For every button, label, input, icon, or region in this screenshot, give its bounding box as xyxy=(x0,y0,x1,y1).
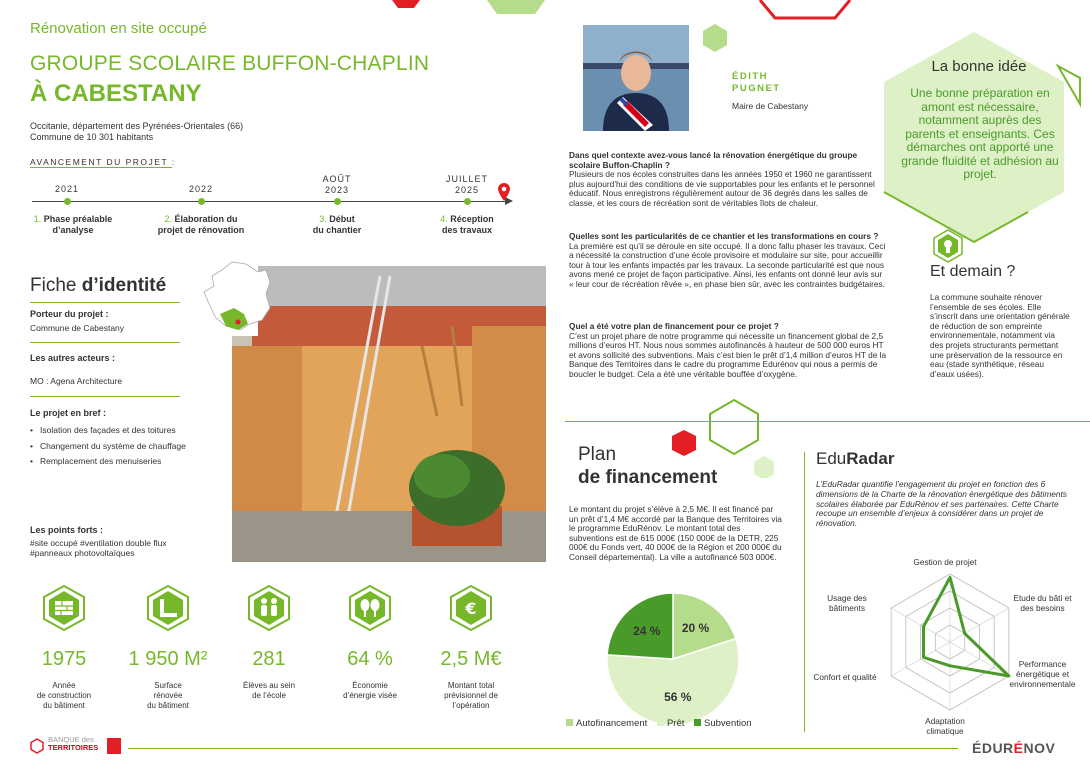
idea-title: La bonne idée xyxy=(931,58,1027,75)
pie-legend xyxy=(566,718,752,729)
children-icon xyxy=(247,585,291,631)
legend-swatch xyxy=(657,719,664,726)
list-item: • Isolation des façades et des toitures xyxy=(30,423,186,439)
step-label: d’analyse xyxy=(52,225,94,235)
timeline-axis xyxy=(32,201,510,202)
radar-axis-label-line: climatique xyxy=(926,726,964,736)
stat-label xyxy=(9,681,119,711)
banque-territoires-hex-logo-icon xyxy=(30,738,44,754)
stat-value: 1 950 M² xyxy=(128,648,208,670)
logo-part: NOV xyxy=(1023,740,1056,756)
stat-label-line: Année xyxy=(52,681,76,690)
radar-title xyxy=(816,449,894,469)
bref-label: Le projet en bref : xyxy=(30,408,107,418)
timeline-label: AVANCEMENT DU PROJET : xyxy=(30,157,176,167)
lightbulb-icon xyxy=(930,228,966,264)
stat-label-line: de l’école xyxy=(252,691,286,700)
radar-description: L’EduRadar quantifie l’engagement du projet en fonction des 6 dimensions de la Charte de la rénovation énergétique des bâtiments scolaires élaborée par EduRénov et ses partenaires. Cette Charte recoupe un ensemble d’enjeux à considérer dans un projet de rénovation. xyxy=(816,479,1067,529)
forts-value xyxy=(30,538,167,558)
radar-axis-label-line: Usage des xyxy=(827,593,867,603)
financement-text: Le montant du projet s’élève à 2,5 M€. Il est financé par un prêt d’1,4 M€ accordé par la Banque des Territoires via le programme EduRénov. Le montant total des subventions est de 615 000€ (150 000€ de la DETR, 225 000€ du Fonds vert, 40 000€ de la Région et 200 000€ du Conseil départemental). La ville a autofinancé 503 000€. xyxy=(569,504,782,562)
bref-list xyxy=(30,423,186,470)
forts-line: #site occupé #ventilation double flux xyxy=(30,538,167,548)
mayor-first-name: ÉDITH xyxy=(732,71,768,82)
step-label: Réception xyxy=(450,214,494,224)
step-label: des travaux xyxy=(441,225,493,235)
interview-question: Quelles sont les particularités de ce chantier et les transformations en cours ? xyxy=(569,231,879,241)
radar-axis-label-line: Gestion de projet xyxy=(913,557,977,567)
edu-radar-chart xyxy=(875,560,1025,720)
caisse-depots-logo-icon xyxy=(107,738,121,754)
step-number: 4. xyxy=(440,214,448,224)
radar-axis-label-line: bâtiments xyxy=(829,603,865,613)
pie-data-label: 20 % xyxy=(681,621,710,636)
pie-data-label: 56 % xyxy=(664,689,692,704)
identity-title-bold: d’identité xyxy=(81,275,167,296)
identity-title xyxy=(30,275,166,297)
radar-title-bold: Radar xyxy=(846,449,895,468)
radar-axis-label-line: des besoins xyxy=(1020,603,1065,613)
interview-answer: Plusieurs de nos écoles construites dans les années 1950 et 1960 ne garantissent plus aujourd’hui des conditions de vie supportables pour les enfants et le personnel éducatif. Nous enregistrons régulièrement autour de 36 degrés dans les salles de classe, et les cours de récréation sont de véritables îlots de chaleur. xyxy=(569,169,875,208)
radar-axis-label-line: environnementale xyxy=(1009,679,1076,689)
divider xyxy=(804,452,805,732)
stat-label-line: Économie xyxy=(352,681,388,690)
mayor-name xyxy=(732,71,781,95)
interview-answer: La première est qu’il se déroule en site occupé. Il a donc fallu phaser les travaux. Ceci a nécessité la construction d’une école provisoire et modulaire sur site, pour accueillir tour à tour les enfants impactés par les travaux. La seconde particularité est que nous avons mené ce projet de façon participative. Ainsi, les enfants ont donné leur avis sur « leur cour de récréation rêvée », en phase bien sûr, avec les contraintes budgétaires. xyxy=(569,240,886,289)
stat-value: 281 xyxy=(252,648,286,670)
stat-value: 2,5 M€ xyxy=(440,648,502,670)
timeline-step xyxy=(18,214,128,236)
interview-answer: C’est un projet phare de notre programme qui nécessite un financement global de 2,5 millions d’euros HT. Nous nous sommes autofinancés à hauteur de 500 000 euros HT et avons sollicité des subventions. Mais c’est bien le prêt d’1,4 million d’euros HT de la Banque des Territoires dans le cadre du programme Edurénov qui nous a permis de boucler le budget. Cela a été une véritable bouffée d’oxygène. xyxy=(569,330,887,379)
financement-title-line2: de financement xyxy=(578,467,718,488)
interview-question: Dans quel contexte avez-vous lancé la rénovation énergétique du groupe scolaire Buffon-Chaplin ? xyxy=(569,150,858,170)
divider xyxy=(30,342,180,343)
banque-territoires-logo xyxy=(48,736,98,752)
step-number: 2. xyxy=(164,214,172,224)
list-item: • Changement du système de chauffage xyxy=(30,439,186,455)
bdt-line: TERRITOIRES xyxy=(48,743,99,752)
timeline-label-underline xyxy=(30,167,172,168)
timeline-year: 2021 xyxy=(54,184,80,194)
stat-value: 1975 xyxy=(41,648,87,670)
timeline-year xyxy=(302,174,372,196)
divider xyxy=(772,421,1090,422)
edurenov-logo xyxy=(972,740,1055,756)
acteurs-value: MO : Agena Architecture xyxy=(30,376,123,386)
timeline-step xyxy=(412,214,522,236)
stat-label xyxy=(113,681,223,711)
radar-axis-label xyxy=(800,672,890,682)
porteur-label: Porteur du projet : xyxy=(30,309,109,319)
interview-block-1 xyxy=(569,151,889,209)
timeline-step xyxy=(146,214,256,236)
stat-label-line: rénovée xyxy=(153,691,183,700)
year-value: 2025 xyxy=(454,185,480,195)
pie-data-label: 24 % xyxy=(633,624,661,639)
brick-wall-icon xyxy=(42,585,86,631)
stat-label-line: l’opération xyxy=(452,701,490,710)
radar-axis-label-line: Confort et qualité xyxy=(813,672,877,682)
euro-icon xyxy=(449,585,493,631)
interview-question: Quel a été votre plan de financement pour ce projet ? xyxy=(569,321,779,331)
interview-block-3 xyxy=(569,322,889,380)
mayor-last-name: PUGNET xyxy=(732,83,781,94)
radar-axis-label xyxy=(895,557,995,567)
footer-divider xyxy=(128,748,958,749)
timeline-year xyxy=(432,174,502,196)
timeline-dot xyxy=(464,198,471,205)
step-number: 3. xyxy=(319,214,327,224)
legend-swatch xyxy=(566,719,573,726)
list-item: • Remplacement des menuiseries xyxy=(30,454,186,470)
demain-text: La commune souhaite rénover l’ensemble de ses écoles. Elle s’inscrit dans une orientation générale de réduction de son empreinte environnementale, notamment via des projets structurants permettant une préservation de la ressource en eau (stade synthétique, réseau d’eaux usées). xyxy=(930,292,1070,379)
step-label: Début xyxy=(329,214,355,224)
radar-axis-label-line: énergétique et xyxy=(1015,669,1070,679)
timeline-dot xyxy=(64,198,71,205)
decorative-hexagons-mid xyxy=(660,398,780,478)
divider xyxy=(30,302,180,303)
idea-text: Une bonne préparation en amont est nécessaire, notamment auprès des parents et enseignants. Ces démarches ont apporté une grande fluidité et adhésion au projet. xyxy=(901,86,1059,181)
region-info xyxy=(30,121,243,143)
france-map xyxy=(200,258,280,338)
acteurs-label: Les autres acteurs : xyxy=(30,353,116,363)
radar-axis-label xyxy=(995,593,1090,613)
demain-title: Et demain ? xyxy=(930,263,1016,280)
stat-label-line: prévisionnel de xyxy=(444,691,498,700)
mayor-photo xyxy=(583,25,689,131)
identity-title-light: Fiche xyxy=(30,275,82,296)
trees-icon xyxy=(348,585,392,631)
page-title-line1: GROUPE SCOLAIRE BUFFON-CHAPLIN xyxy=(30,52,430,75)
page-title-line2: À CABESTANY xyxy=(30,80,202,107)
radar-axis-label xyxy=(812,593,882,613)
year-value: 2023 xyxy=(324,185,350,195)
radar-axis-label-line: Etude du bâti et xyxy=(1013,593,1072,603)
step-label: Phase préalable xyxy=(43,214,113,224)
stat-label-line: Élèves au sein xyxy=(242,681,296,690)
year-month: AOÛT xyxy=(322,174,352,184)
timeline-dot xyxy=(334,198,341,205)
stat-label-line: de construction xyxy=(36,691,92,700)
radar-axis-label-line: Adaptation xyxy=(925,716,965,726)
legend-label: Prêt xyxy=(666,718,685,729)
stat-label xyxy=(315,681,425,701)
stat-label-line: Montant total xyxy=(447,681,495,690)
stat-value: 64 % xyxy=(347,648,393,670)
stat-label xyxy=(416,681,526,711)
step-label: Élaboration du xyxy=(174,214,238,224)
radar-axis-label xyxy=(900,716,990,736)
region-line: Occitanie, département des Pyrénées-Orientales (66) xyxy=(30,121,244,131)
radar-axis-label-line: Performance xyxy=(1018,659,1067,669)
interview-block-2 xyxy=(569,232,889,290)
year-month: JUILLET xyxy=(445,174,488,184)
location-pin-icon xyxy=(498,183,510,201)
stat-label-line: d’énergie visée xyxy=(343,691,397,700)
timeline-step xyxy=(282,214,392,236)
timeline-year: 2022 xyxy=(188,184,214,194)
kicker: Rénovation en site occupé xyxy=(30,20,207,37)
step-label: du chantier xyxy=(312,225,362,235)
step-number: 1. xyxy=(33,214,42,224)
svg-text:€: € xyxy=(465,599,477,618)
porteur-value: Commune de Cabestany xyxy=(30,323,125,333)
bdt-line: BANQUE des xyxy=(48,735,94,744)
financement-pie-chart xyxy=(606,592,740,726)
logo-part-accent: É xyxy=(1013,740,1024,756)
mayor-role: Maire de Cabestany xyxy=(732,101,809,111)
legend-label: Autofinancement xyxy=(576,718,648,729)
forts-label: Les points forts : xyxy=(30,525,104,535)
radar-title-light: Edu xyxy=(816,449,847,468)
step-label: projet de rénovation xyxy=(157,225,245,235)
set-square-icon xyxy=(146,585,190,631)
timeline-dot xyxy=(198,198,205,205)
radar-axis-label xyxy=(995,659,1090,689)
stat-label xyxy=(214,681,324,701)
logo-part: ÉDUR xyxy=(972,740,1014,756)
stat-label-line: du bâtiment xyxy=(43,701,85,710)
stat-label-line: Surface xyxy=(154,681,182,690)
forts-line: #panneaux photovoltaïques xyxy=(30,548,135,558)
population-line: Commune de 10 301 habitants xyxy=(30,132,154,142)
divider xyxy=(30,396,180,397)
legend-swatch xyxy=(694,719,701,726)
financement-title-line1: Plan xyxy=(578,444,617,465)
legend-label: Subvention xyxy=(704,718,752,729)
stat-label-line: du bâtiment xyxy=(147,701,189,710)
